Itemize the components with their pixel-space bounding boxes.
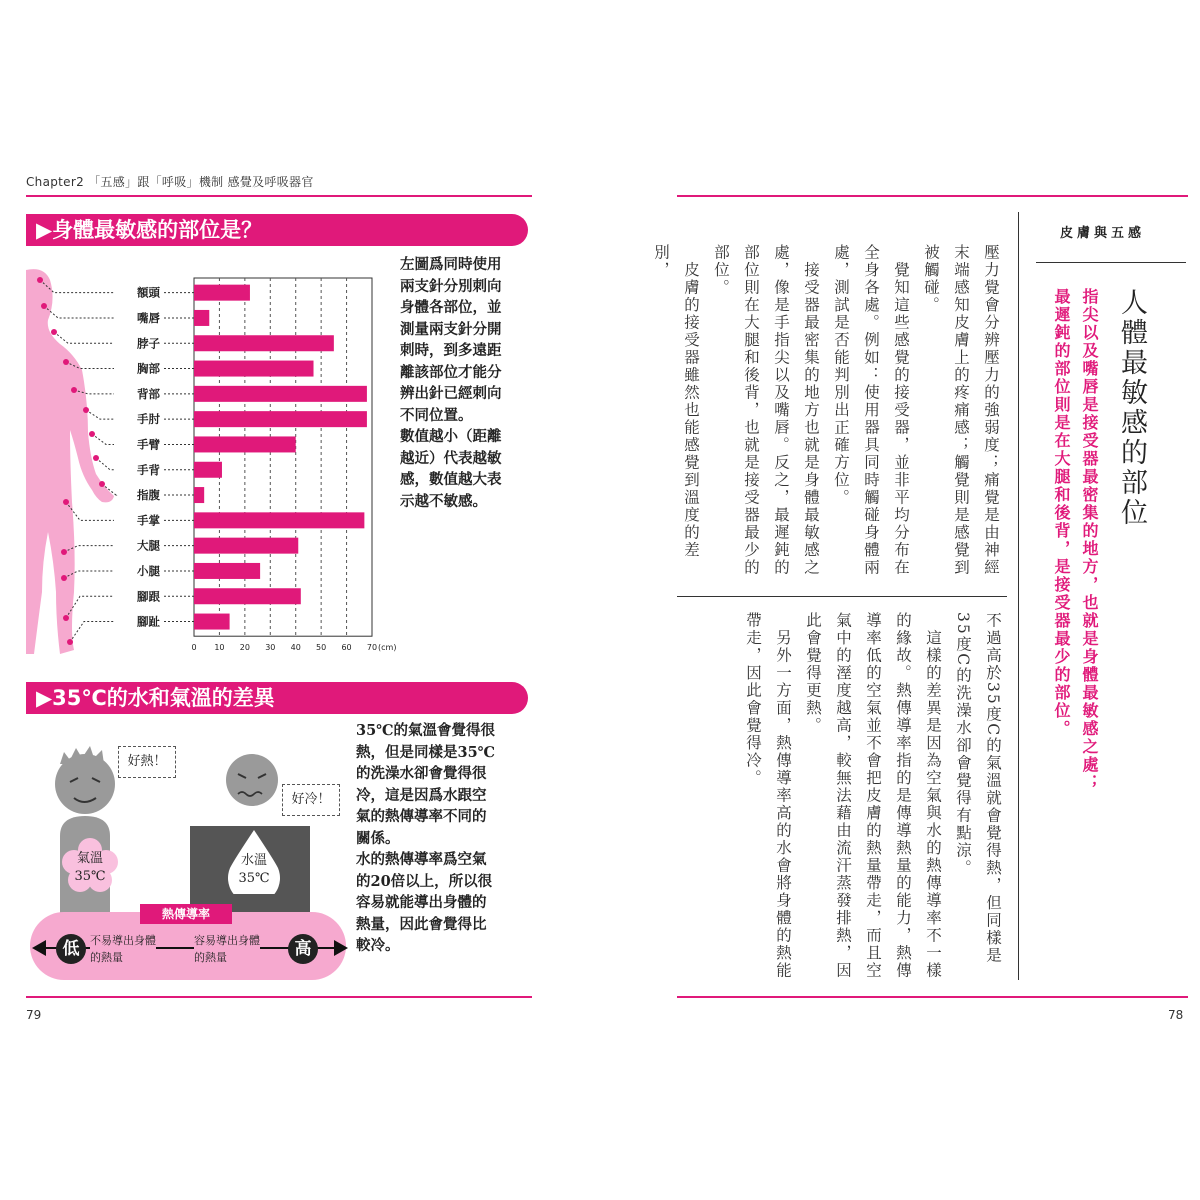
leader-line xyxy=(92,434,114,444)
category-label: 手背 xyxy=(137,462,160,477)
chart-bar xyxy=(194,310,209,326)
leader-line xyxy=(64,546,114,552)
category-label: 大腿 xyxy=(137,538,160,553)
category-label: 脖子 xyxy=(137,336,160,351)
chart-bar xyxy=(194,563,260,579)
column-divider xyxy=(1018,212,1019,980)
category-label: 額頭 xyxy=(137,285,160,300)
x-tick-label: 0 xyxy=(191,643,197,653)
page-number-left: 79 xyxy=(26,1008,42,1022)
chapter-header: Chapter2 「五感」跟「呼吸」機制 感覺及呼吸器官 xyxy=(26,175,314,189)
body-point-dot xyxy=(63,499,69,505)
low-badge: 低 xyxy=(56,934,86,964)
leader-line xyxy=(44,306,114,318)
section2-title: ▶35℃的水和氣溫的差異 xyxy=(36,686,275,710)
chart-bar xyxy=(194,361,314,377)
leader-line xyxy=(54,332,114,343)
category-label: 背部 xyxy=(137,386,160,401)
conductivity-label: 熱傳導率 xyxy=(140,904,232,924)
body-point-dot xyxy=(51,329,57,335)
mid-rule xyxy=(677,596,1007,597)
body-point-dot xyxy=(99,481,105,487)
chart-bar xyxy=(194,487,204,503)
leader-line xyxy=(40,280,114,293)
hot-speech-bubble xyxy=(118,746,176,778)
water-temperature: 35℃ xyxy=(238,871,270,886)
section1-title: ▶身體最敏感的部位是？ xyxy=(36,218,263,242)
body-text-upper: 壓力覺會分辨壓力的強弱度；痛覺是由神經末端感知皮膚上的疼痛感；觸覺則是感覺到被觸碰。 覺知這些感覺的接受器，並非平均分布在全身各處。例如：使用器具同時觸碰身體兩處，測試是否能判別出正確方位。 接受器最密集的地方也就是身體最敏感之處，像是手指尖以及嘴唇。反之，最遲鈍的部位則在大腿和後背，也就是接受器最少的部位。 皮膚的接受器雖然也能感覺到溫度的差別， xyxy=(652,244,1000,577)
leader-line xyxy=(64,571,114,578)
x-tick-label: 20 xyxy=(239,643,250,653)
leader-line xyxy=(66,596,114,618)
subtitle-line-1: 指尖以及嘴唇是接受器最密集的地方，也就是身體最敏感之處； xyxy=(1080,288,1099,792)
chart-bar xyxy=(194,588,301,604)
x-tick-label: 10 xyxy=(214,643,225,653)
hot-bubble-text: 好熱！ xyxy=(127,754,167,769)
body-point-dot xyxy=(63,615,69,621)
high-description-2: 的熱量 xyxy=(194,951,227,964)
chart-bar xyxy=(194,386,367,402)
chart-bar xyxy=(194,285,250,301)
category-label: 腳趾 xyxy=(137,614,160,629)
air-label: 氣溫 xyxy=(76,851,103,866)
body-text-lower: 不過高於35度C的氣溫就會覺得熱，但同樣是35度C的洗澡水卻會覺得有點涼。 這樣的差異是因為空氣與水的熱傳導率不一樣的緣故。熱傳導率指的是傳導熱量的能力，熱傳導率低的空氣並不會把皮膚的熱量帶走，而且空氣中的溼度越高，較無法藉由流汗蒸發排熱，因此會覺得更熱。 另外一方面，熱傳導率高的水會將身體的熱能帶走，因此會覺得冷。 xyxy=(744,612,1002,980)
category-label: 手臂 xyxy=(137,437,160,452)
header-rule xyxy=(26,195,532,197)
leader-line xyxy=(70,622,114,642)
body-point-dot xyxy=(89,431,95,437)
x-tick-label: 40 xyxy=(290,643,301,653)
chart-bar xyxy=(194,436,296,452)
category-label: 手掌 xyxy=(137,513,160,528)
cold-speech-bubble xyxy=(282,784,340,816)
chart-bar xyxy=(194,512,364,528)
x-tick-label: 30 xyxy=(265,643,276,653)
x-tick-label: 60 xyxy=(341,643,352,653)
tag-underline xyxy=(1036,262,1186,263)
body-point-dot xyxy=(71,387,77,393)
chart-bar xyxy=(194,462,222,478)
section1-description: 左圖爲同時使用 兩支針分別刺向 身體各部位，並 測量兩支針分開 刺時，到多遠距 離該部位才能分 辨出針已經刺向 不同位置。 數值越小（距離 越近）代表越敏 感，數值越大表 示越不敏感。 xyxy=(400,256,502,510)
subtitle-line-2: 最遲鈍的部位則是在大腿和後背，是接受器最少的部位。 xyxy=(1052,288,1071,738)
x-tick-label: 70 xyxy=(366,643,378,653)
category-label: 小腿 xyxy=(137,563,160,578)
leader-line xyxy=(96,458,114,470)
leader-line xyxy=(66,502,114,520)
cold-bubble-text: 好冷！ xyxy=(291,792,331,807)
body-point-dot xyxy=(37,277,43,283)
sensitivity-chart xyxy=(26,270,406,670)
x-axis-unit: (cm) xyxy=(378,643,397,653)
chart-frame xyxy=(194,278,372,636)
section-tag: 皮膚與五感 xyxy=(1060,226,1146,241)
section1-banner xyxy=(26,214,528,246)
chart-bar xyxy=(194,411,367,427)
body-point-dot xyxy=(61,575,67,581)
category-label: 嘴唇 xyxy=(137,310,160,325)
category-label: 手肘 xyxy=(137,412,160,427)
high-description: 容易導出身體 xyxy=(194,934,260,947)
high-badge: 高 xyxy=(288,934,318,964)
chart-bar xyxy=(194,614,230,630)
body-point-dot xyxy=(63,359,69,365)
section2-banner xyxy=(26,682,528,714)
category-label: 指腹 xyxy=(137,488,160,503)
chart-bar xyxy=(194,538,298,554)
header-rule-right xyxy=(677,195,1188,197)
right-page-title: 人體最敏感的部位 xyxy=(1116,288,1147,528)
air-temperature: 35℃ xyxy=(74,869,106,884)
section2-description: 35℃的氣溫會覺得很 熱，但是同樣是35℃ 的洗澡水卻會覺得很 冷，這是因爲水跟空 氣的熱傳導率不同的 關係。 水的熱傳導率爲空氣 的20倍以上，所以很 容易就能導出身體的 熱量，因此會覺得比 較冷。 xyxy=(356,722,496,954)
low-description-2: 的熱量 xyxy=(90,951,123,964)
body-point-dot xyxy=(41,303,47,309)
body-point-dot xyxy=(93,455,99,461)
page-number-right: 78 xyxy=(1168,1008,1184,1022)
leader-line xyxy=(86,410,114,419)
body-point-dot xyxy=(61,549,67,555)
category-label: 腳跟 xyxy=(137,589,160,604)
body-point-dot xyxy=(83,407,89,413)
leader-line xyxy=(66,362,114,369)
low-description: 不易導出身體 xyxy=(90,934,156,947)
footer-rule-right xyxy=(677,996,1188,998)
water-label: 水溫 xyxy=(240,853,267,868)
x-tick-label: 50 xyxy=(316,643,327,653)
body-point-dot xyxy=(67,639,73,645)
chart-bar xyxy=(194,335,334,351)
leader-line xyxy=(74,390,114,394)
footer-rule-left xyxy=(26,996,532,998)
category-label: 胸部 xyxy=(137,361,160,376)
